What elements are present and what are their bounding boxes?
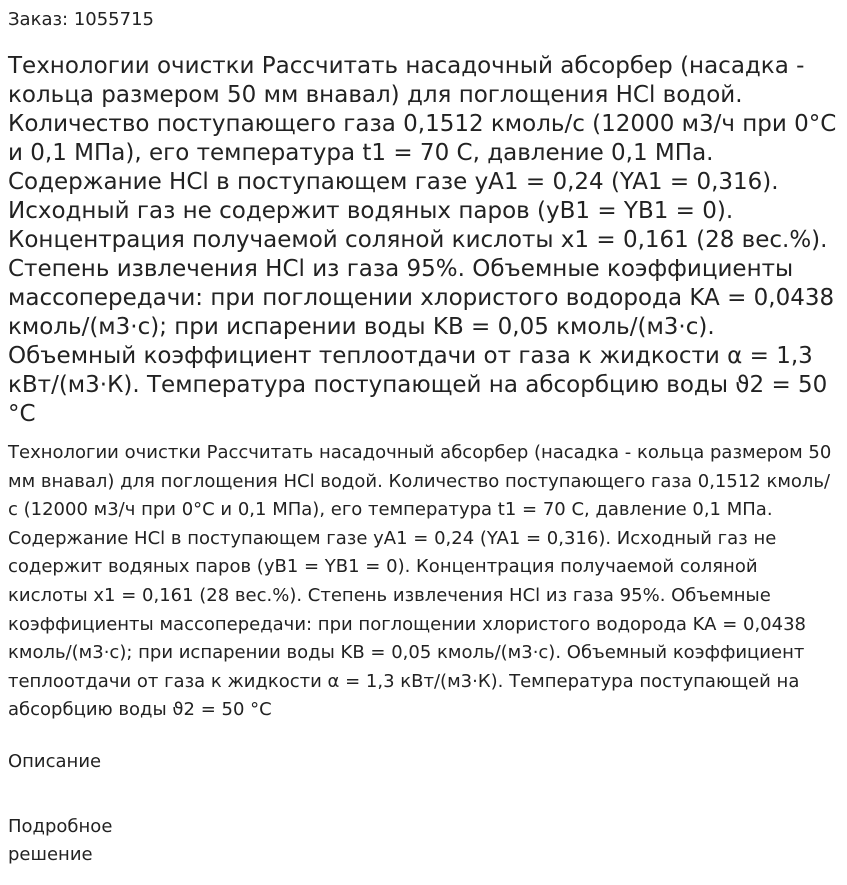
description-label: Описание xyxy=(8,750,102,772)
solution-label: Подробное решение xyxy=(8,815,113,865)
order-number: Заказ: 1055715 xyxy=(8,9,154,30)
task-title: Технологии очистки Рассчитать насадочный абсорбер (насадка - кольца размером 50 мм внавал) для поглощения HCl водой. Количество поступающего газа 0,1512 кмоль/с (12000 м3/ч при 0°С и 0,1 МПа), его температура t1 = 70 С, давление 0,1 МПа. Содержание HCl в поступающем газе yA1 = 0,24 (YA1 = 0,316). Исходный газ не содержит водяных паров (yB1 = YB1 = 0). Концентрация получаемой соляной кислоты x1 = 0,161 (28 вес.%). Степень извлечения HCl из газа 95%. Объемные коэффициенты массопередачи: при поглощении хлористого водорода KA = 0,0438 кмоль/(м3·с); при испарении воды KB = 0,05 кмоль/(м3·с). Объемный коэффициент теплоотдачи от газа к жидкости α = 1,3 кВт/(м3·К). Температура поступающей на абсорбцию воды ϑ2 = 50 °С xyxy=(8,53,837,427)
task-description: Технологии очистки Рассчитать насадочный абсорбер (насадка - кольца размером 50 мм внавал) для поглощения HCl водой. Количество поступающего газа 0,1512 кмоль/с (12000 м3/ч при 0°С и 0,1 МПа), его температура t1 = 70 С, давление 0,1 МПа. Содержание HCl в поступающем газе yA1 = 0,24 (YA1 = 0,316). Исходный газ не содержит водяных паров (yB1 = YB1 = 0). Концентрация получаемой соляной кислоты x1 = 0,161 (28 вес.%). Степень извлечения HCl из газа 95%. Объемные коэффициенты массопередачи: при поглощении хлористого водорода KA = 0,0438 кмоль/(м3·с); при испарении воды KB = 0,05 кмоль/(м3·с). Объемный коэффициент теплоотдачи от газа к жидкости α = 1,3 кВт/(м3·К). Температура поступающей на абсорбцию воды ϑ2 = 50 °С xyxy=(8,442,832,721)
